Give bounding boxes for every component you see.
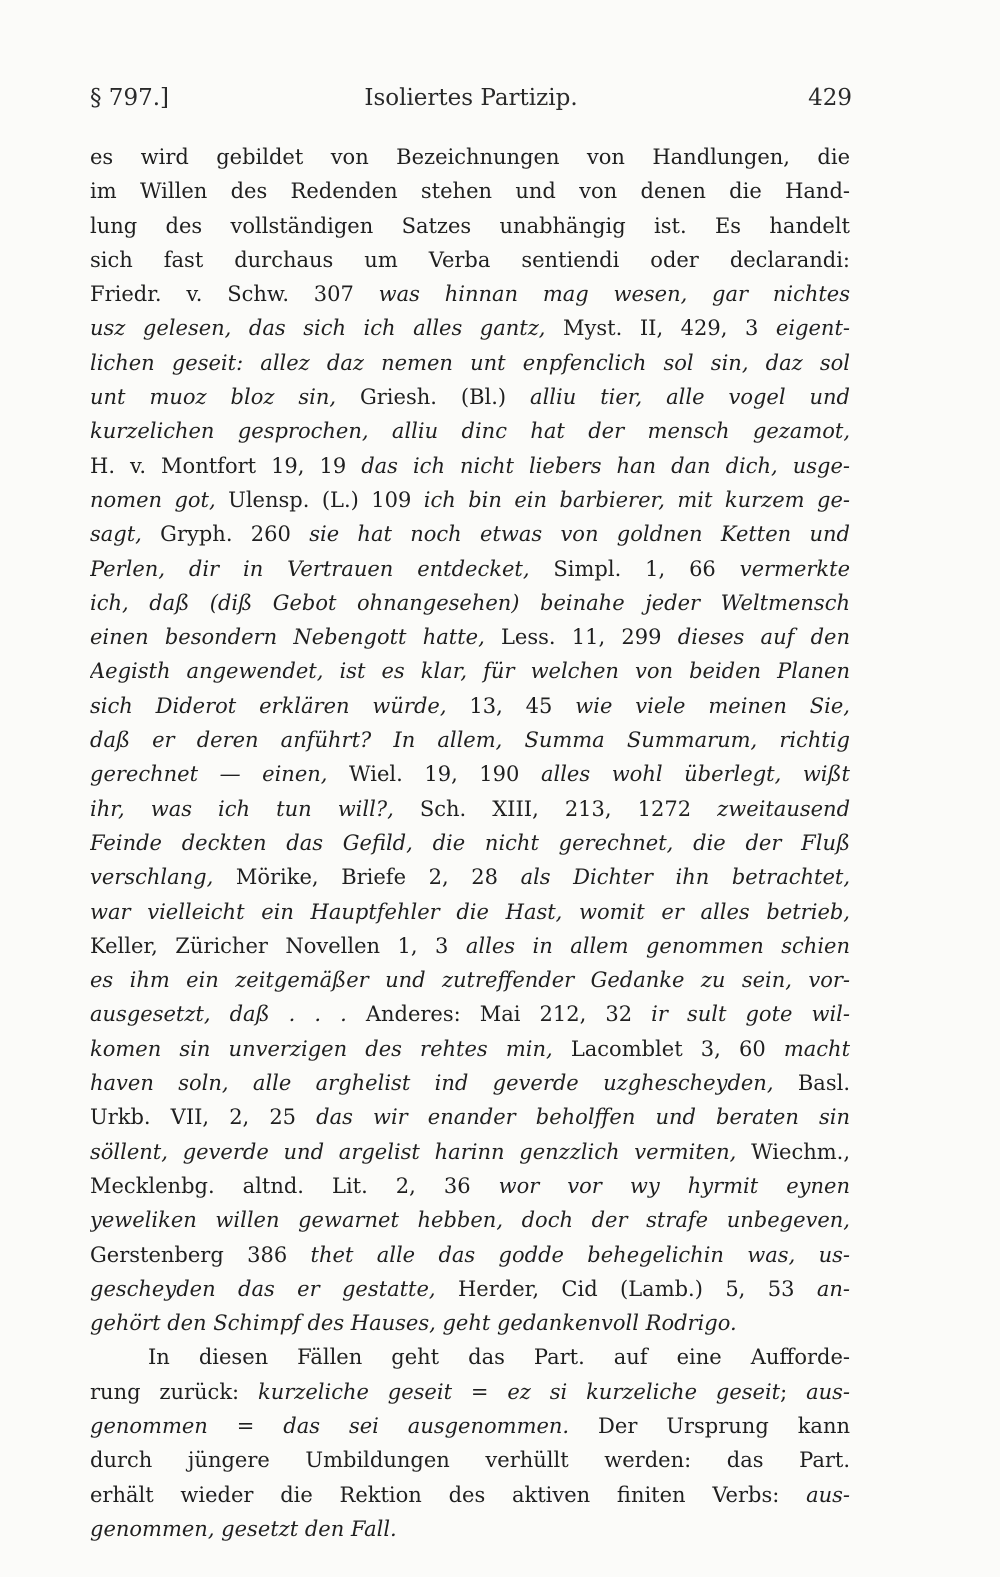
text-line: [90, 1409, 850, 1443]
italic-citation-text: verschlang,: [90, 865, 214, 890]
italic-citation-text: was hinnan mag wesen, gar nichtes: [378, 282, 850, 307]
roman-text: Myst. II, 429, 3: [545, 316, 776, 341]
text-line: [90, 654, 850, 688]
text-line: [90, 895, 850, 929]
text-line: [90, 963, 850, 997]
italic-citation-text: war vielleicht ein Hauptfehler die Hast, womit er alles betrieb,: [90, 899, 850, 924]
roman-text: durch jüngere Umbildungen verhüllt werden: das Part.: [90, 1448, 850, 1473]
running-header: [90, 82, 852, 114]
text-line: [90, 1238, 850, 1272]
text-line: [90, 723, 850, 757]
italic-citation-text: als Dichter ihn betrachtet,: [520, 865, 850, 890]
text-line: [90, 483, 850, 517]
roman-text: Keller, Züricher Novellen 1, 3: [90, 933, 466, 958]
text-line: [90, 1375, 850, 1409]
text-line: [90, 1478, 850, 1512]
italic-citation-text: an-: [816, 1276, 850, 1301]
roman-text: Gryph. 260: [141, 522, 310, 547]
italic-citation-text: wor vor wy hyrmit eynen: [498, 1173, 850, 1198]
italic-citation-text: dieses auf den: [677, 625, 850, 650]
text-line: [90, 1100, 850, 1134]
roman-text: erhält wieder die Rektion des aktiven finiten Verbs:: [90, 1482, 807, 1507]
italic-citation-text: aus-: [806, 1379, 850, 1404]
roman-text: Basl.: [773, 1071, 850, 1096]
text-line: [90, 1135, 850, 1169]
italic-citation-text: vermerkte: [739, 556, 850, 581]
roman-text: rung zurück:: [90, 1379, 258, 1404]
italic-citation-text: sich Diderot erklären würde,: [90, 693, 447, 718]
italic-citation-text: alliu tier, alle vogel und: [530, 385, 850, 410]
italic-citation-text: kurzeliche geseit: [257, 1379, 453, 1404]
italic-citation-text: kurzelichen gesprochen, alliu dinc hat der mensch gezamot,: [90, 419, 850, 444]
roman-text: Sch. XIII, 213, 1272: [393, 796, 718, 821]
italic-citation-text: unt muoz bloz sin,: [90, 385, 337, 410]
italic-citation-text: das ich nicht liebers han dan dich, usge-: [361, 453, 850, 478]
italic-citation-text: nomen got,: [90, 487, 216, 512]
text-line: [90, 414, 850, 448]
italic-citation-text: yeweliken willen gewarnet hebben, doch der strafe unbegeven,: [90, 1208, 850, 1233]
roman-text: Simpl. 1, 66: [529, 556, 740, 581]
roman-text: es wird gebildet von Bezeichnungen von Handlungen, die: [90, 145, 850, 169]
italic-citation-text: ich bin ein barbierer, mit kurzem ge-: [423, 487, 850, 512]
section-number: § 797.]: [90, 85, 169, 111]
text-line: [90, 1066, 850, 1100]
roman-text: sich fast durchaus um Verba sentiendi oder declarandi:: [90, 247, 850, 272]
text-line: [90, 449, 850, 483]
italic-citation-text: söllent, geverde und argelist harinn genzzlich vermiten,: [90, 1139, 737, 1164]
running-title: Isoliertes Partizip.: [364, 85, 578, 111]
italic-citation-text: komen sin unverzigen des rehtes min,: [90, 1036, 553, 1061]
text-line: [90, 929, 850, 963]
roman-text: Less. 11, 299: [484, 625, 678, 650]
text-line: [90, 243, 850, 277]
italic-citation-text: usz gelesen, das sich ich alles gantz,: [90, 316, 546, 341]
roman-text: =: [452, 1379, 508, 1404]
italic-citation-text: gehört den Schimpf des Hauses, geht gedankenvoll Rodrigo.: [90, 1311, 737, 1336]
roman-text: 13, 45: [446, 693, 576, 718]
text-line: [90, 1272, 850, 1306]
roman-text: Herder, Cid (Lamb.) 5, 53: [435, 1276, 817, 1301]
italic-citation-text: ir sult gote wil-: [651, 1002, 850, 1027]
roman-text: Mörike, Briefe 2, 28: [213, 865, 521, 890]
body-text: [90, 140, 850, 1546]
roman-text: H. v. Montfort 19, 19: [90, 453, 362, 478]
roman-text: In diesen Fällen geht das Part. auf eine Aufforde-: [148, 1345, 850, 1370]
italic-citation-text: ausgesetzt, daß . . .: [90, 1002, 347, 1027]
roman-text: Griesh. (Bl.): [336, 385, 531, 410]
roman-text: Ulensp. (L.) 109: [215, 487, 424, 512]
roman-text: Anderes: Mai 212, 32: [346, 1002, 652, 1027]
text-line: [90, 552, 850, 586]
roman-text: ;: [780, 1379, 807, 1404]
text-line: [90, 1032, 850, 1066]
italic-citation-text: ich, daß (diß Gebot ohnangesehen) beinahe jeder Weltmensch: [90, 590, 850, 615]
text-line: [90, 209, 850, 243]
text-line: [90, 757, 850, 791]
text-line: [90, 346, 850, 380]
italic-citation-text: genommen: [90, 1413, 208, 1438]
roman-text: Mecklenbg. altnd. Lit. 2, 36: [90, 1173, 499, 1198]
italic-citation-text: ihr, was ich tun will?,: [90, 796, 394, 821]
italic-citation-text: alles in allem genommen schien: [465, 933, 850, 958]
roman-text: im Willen des Redenden stehen und von denen die Hand-: [90, 179, 850, 204]
italic-citation-text: gerechnet — einen,: [90, 762, 328, 787]
text-line: [90, 689, 850, 723]
italic-citation-text: macht: [783, 1036, 850, 1061]
roman-text: Lacomblet 3, 60: [552, 1036, 784, 1061]
italic-citation-text: alles wohl überlegt, wißt: [540, 762, 850, 787]
text-line: [90, 277, 850, 311]
text-line: [90, 997, 850, 1031]
roman-text: Gerstenberg 386: [90, 1242, 311, 1267]
text-line: [90, 1169, 850, 1203]
italic-citation-text: genommen, gesetzt den Fall.: [90, 1516, 397, 1541]
text-line: [90, 174, 850, 208]
italic-citation-text: Feinde deckten das Gefild, die nicht gerechnet, die der Fluß: [90, 830, 850, 855]
text-line: [90, 380, 850, 414]
italic-citation-text: einen besondern Nebengott hatte,: [90, 625, 485, 650]
text-line: [90, 792, 850, 826]
text-line: [90, 1306, 850, 1340]
text-line: [90, 586, 850, 620]
roman-text: Wiel. 19, 190: [327, 762, 541, 787]
italic-citation-text: haven soln, alle arghelist ind geverde uzghescheyden,: [90, 1071, 774, 1096]
italic-citation-text: zweitausend: [717, 796, 850, 821]
italic-citation-text: lichen geseit: allez daz nemen unt enpfenclich sol sin, daz sol: [90, 350, 850, 375]
roman-text: lung des vollständigen Satzes unabhängig ist. Es handelt: [90, 213, 850, 238]
italic-citation-text: aus-: [806, 1482, 850, 1507]
text-line: [90, 1203, 850, 1237]
roman-text: Friedr. v. Schw. 307: [90, 282, 379, 307]
text-line: [90, 1340, 850, 1374]
italic-citation-text: daß er deren anführt? In allem, Summa Summarum, richtig: [90, 728, 850, 753]
italic-citation-text: das wir enander beholffen und beraten sin: [316, 1105, 850, 1130]
text-line: [90, 140, 850, 174]
roman-text: Urkb. VII, 2, 25: [90, 1105, 317, 1130]
text-line: [90, 620, 850, 654]
italic-citation-text: eigent-: [775, 316, 850, 341]
roman-text: Wiechm.,: [736, 1139, 850, 1164]
roman-text: =: [207, 1413, 284, 1438]
italic-citation-text: ez si kurzeliche geseit: [507, 1379, 781, 1404]
text-line: [90, 826, 850, 860]
italic-citation-text: wie viele meinen Sie,: [575, 693, 850, 718]
roman-text: Der Ursprung kann: [569, 1413, 850, 1438]
italic-citation-text: Aegisth angewendet, ist es klar, für welchen von beiden Planen: [90, 659, 850, 684]
text-line: [90, 860, 850, 894]
text-line: [90, 1443, 850, 1477]
italic-citation-text: das sei ausgenommen.: [283, 1413, 570, 1438]
italic-citation-text: sagt,: [90, 522, 142, 547]
italic-citation-text: sie hat noch etwas von goldnen Ketten und: [309, 522, 850, 547]
italic-citation-text: es ihm ein zeitgemäßer und zutreffender Gedanke zu sein, vor-: [90, 968, 850, 993]
text-line: [90, 517, 850, 551]
text-line: [90, 1512, 850, 1546]
italic-citation-text: gescheyden das er gestatte,: [90, 1276, 436, 1301]
italic-citation-text: thet alle das godde behegelichin was, us-: [310, 1242, 850, 1267]
italic-citation-text: Perlen, dir in Vertrauen entdecket,: [90, 556, 530, 581]
text-line: [90, 311, 850, 345]
page-number: 429: [808, 85, 852, 111]
